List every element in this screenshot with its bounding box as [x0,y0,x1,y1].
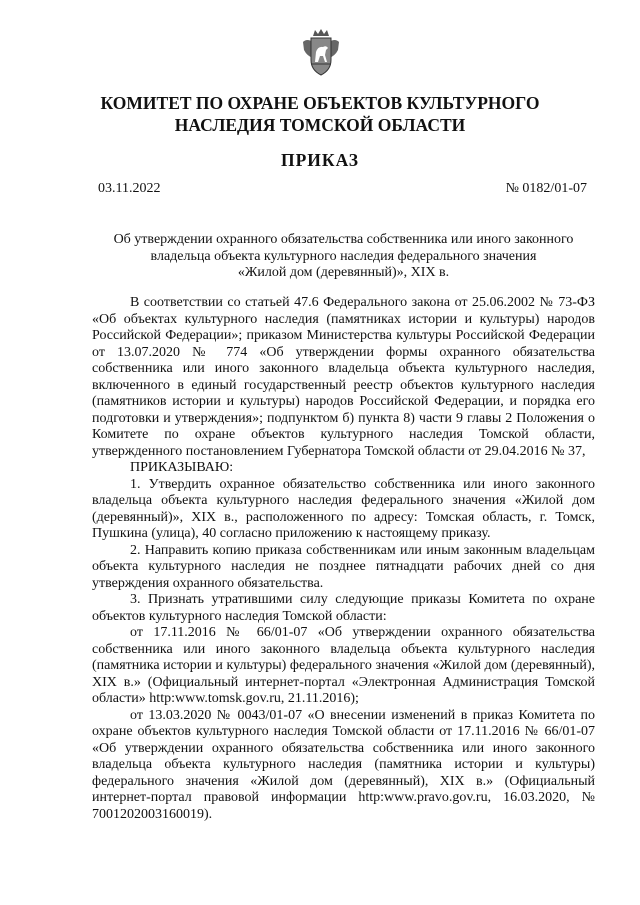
document-type: ПРИКАЗ [280,150,360,170]
issuer-name-line2: НАСЛЕДИЯ ТОМСКОЙ ОБЛАСТИ [174,115,466,135]
issuer-name [0,92,640,136]
tomsk-coat-of-arms-icon [301,28,341,78]
preamble-paragraph: В соответствии со статьей 47.6 Федерального закона от 25.06.2002 № 73-ФЗ «Об объектах культурного наследия (памятниках истории и культуры) народов Российской Федерации»; приказом Министерства культуры Российской Федерации от 13.07.2020 № 774 «Об утверждении формы охранного обязательства собственника или иного законного владельца объекта культурного наследия, включенного в единый государственный реестр объектов культурного наследия (памятников истории и культуры) народов Российской Федерации, и порядка его подготовки и утверждения»; подпунктом б) пункта 8) части 9 главы 2 Положения о Комитете по охране объектов культурного наследия Томской области, утвержденного постановлением Губернатора Томской области от 29.04.2016 № 37, [92,295,595,459]
order-item-3a: от 17.11.2016 № 66/01-07 «Об утверждении охранного обязательства собственника или иного законного владельца объекта культурного наследия (памятника истории и культуры) федерального значения «Жилой дом (деревянный), XIX в.» (Официальный интернет-портал «Электронная Администрация Томской области» http:www.tomsk.gov.ru, 21.11.2016); [92,625,595,706]
order-item-3: 3. Признать утратившими силу следующие приказы Комитета по охране объектов культурного наследия Томской области: [92,592,595,624]
document-subject [98,232,589,282]
issuer-name-line1: КОМИТЕТ ПО ОХРАНЕ ОБЪЕКТОВ КУЛЬТУРНОГО [100,93,540,113]
subject-line1: Об утверждении охранного обязательства собственника или иного законного [113,232,574,247]
document-number: № 0182/01-07 [505,181,587,196]
order-item-3b: от 13.03.2020 № 0043/01-07 «О внесении изменений в приказ Комитета по охране объектов культурного наследия Томской области от 17.11.2016 № 66/01-07 «Об утверждении охранного обязательства собственника или иного законного владельца объекта культурного наследия (памятника истории и культуры) федерального значения «Жилой дом (деревянный), XIX в.» (Официальный интернет-портал правовой информации http:www.pravo.gov.ru, 16.03.2020, № 7001202003160019). [92,707,595,822]
order-item-2: 2. Направить копию приказа собственникам или иным законным владельцам объекта культурного наследия не позднее пятнадцати рабочих дней со дня утверждения охранного обязательства. [92,542,595,591]
subject-line2: владельца объекта культурного наследия федерального значения [150,248,537,264]
order-item-1: 1. Утвердить охранное обязательство собственника или иного законного владельца объекта культурного наследия федерального значения «Жилой дом (деревянный)», XIX в., расположенного по адресу: Томская область, г. Томск, Пушкина (улица), 40 согласно приложению к настоящему приказу. [92,476,595,541]
document-date: 03.11.2022 [98,181,161,196]
subject-line3: «Жилой дом (деревянный)», XIX в. [237,265,450,280]
document-body [92,295,595,823]
order-word: ПРИКАЗЫВАЮ: [130,460,234,475]
